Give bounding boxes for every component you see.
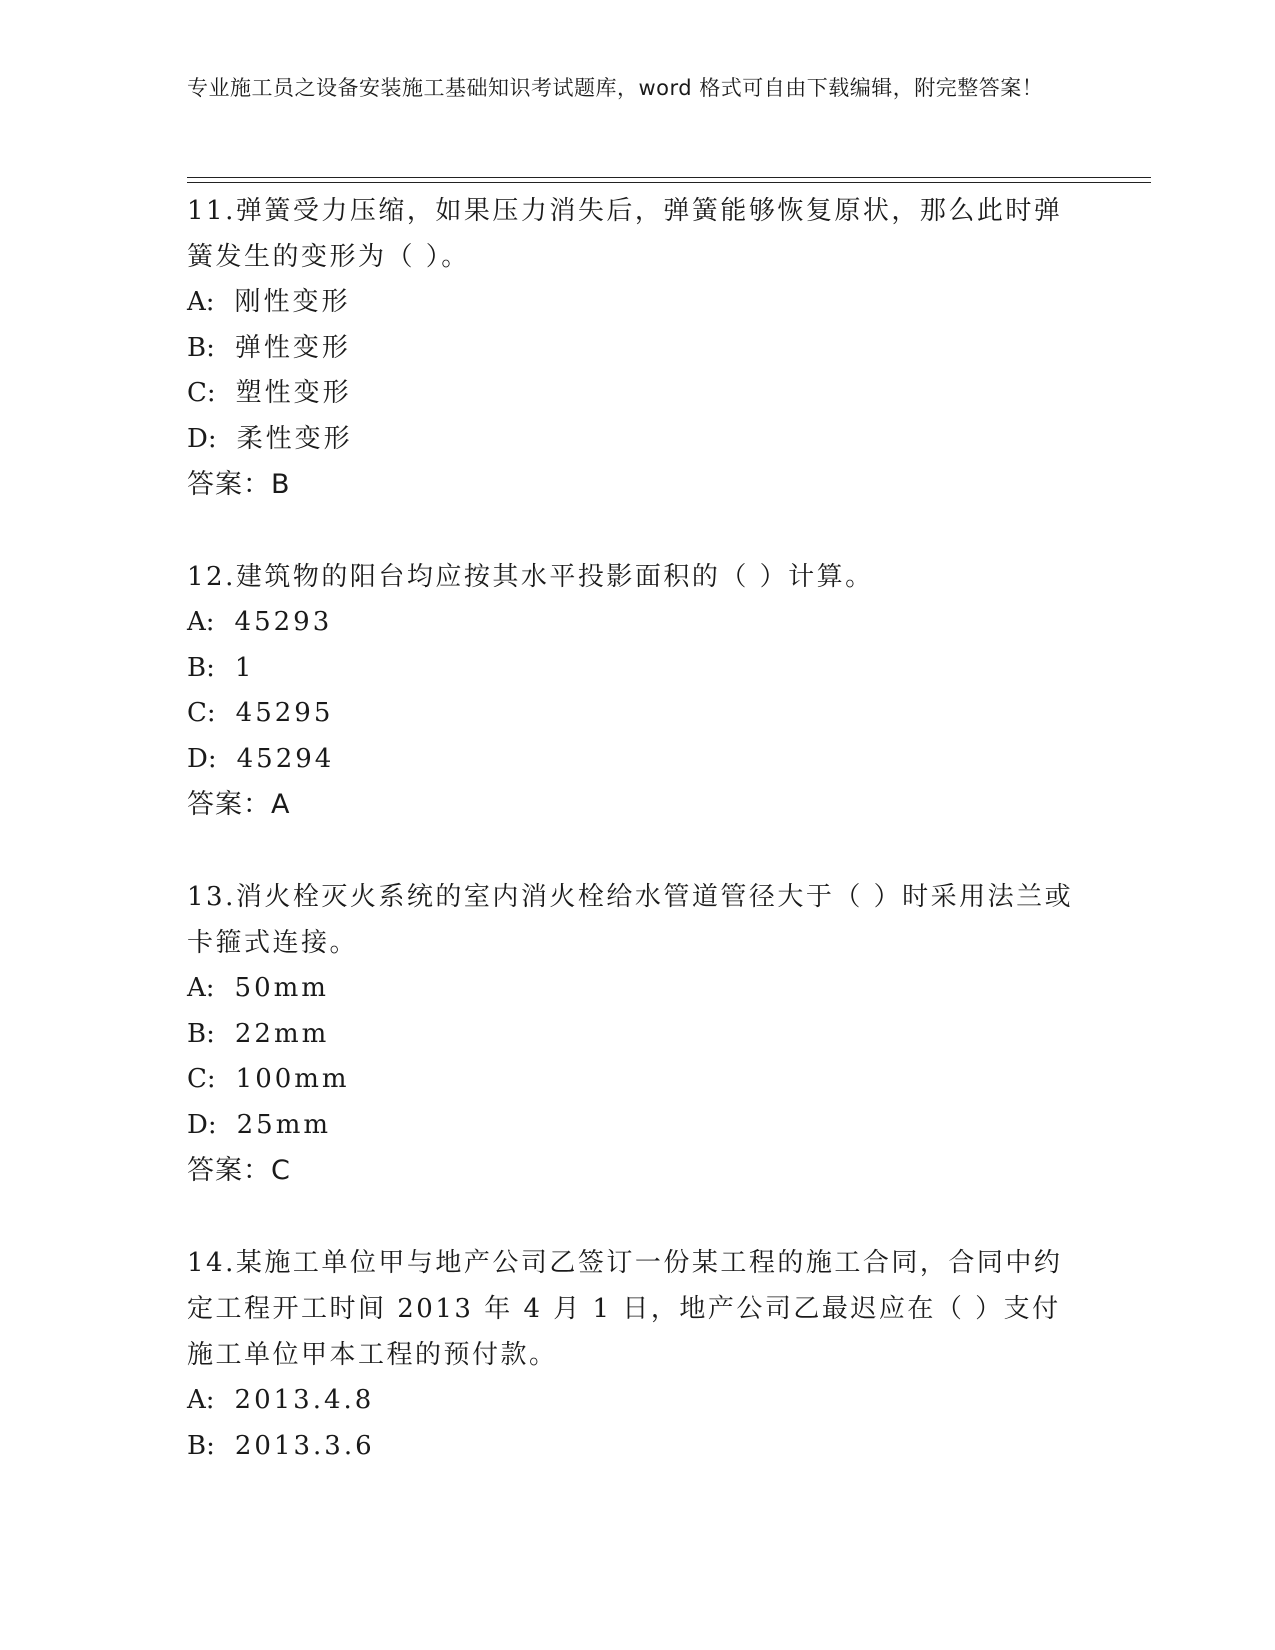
option-letter: D:: [187, 1109, 217, 1140]
option-a: [187, 600, 1087, 646]
option-letter: A:: [187, 607, 215, 637]
option-letter: D:: [187, 743, 217, 774]
option-value: 刚性变形: [234, 287, 351, 317]
question-text: 13.消火栓灭火系统的室内消火栓给水管道管径大于（ ）时采用法兰或卡箍式连接。: [187, 882, 1074, 958]
question-13: [187, 874, 1087, 1194]
option-c: [187, 371, 1087, 417]
option-b: [187, 1424, 1087, 1470]
answer-line: 答案：C: [187, 1155, 291, 1186]
question-text: 14.某施工单位甲与地产公司乙签订一份某工程的施工合同，合同中约定工程开工时间 2013 年 4 月 1 日，地产公司乙最迟应在（ ）支付施工单位甲本工程的预付款。: [187, 1248, 1063, 1370]
header-divider-top: [187, 177, 1151, 178]
header-divider-bottom: [187, 182, 1151, 183]
question-text: 11.弹簧受力压缩，如果压力消失后，弹簧能够恢复原状，那么此时弹簧发生的变形为（ ）。: [187, 196, 1063, 272]
option-b: [187, 646, 1087, 692]
question-list: [187, 188, 1087, 1469]
option-b: [187, 1012, 1087, 1058]
option-letter: A:: [187, 973, 215, 1003]
option-letter: A:: [187, 287, 215, 317]
option-value: 2013.3.6: [234, 1430, 375, 1461]
option-d: [187, 737, 1087, 783]
option-value: 塑性变形: [235, 378, 352, 408]
option-letter: C:: [187, 1064, 216, 1094]
option-value: 22mm: [234, 1018, 330, 1049]
question-12: [187, 554, 1087, 828]
option-value: 弹性变形: [234, 332, 351, 363]
option-letter: B:: [187, 332, 215, 363]
answer-line: 答案：A: [187, 789, 291, 820]
option-letter: B:: [187, 1430, 215, 1461]
option-value: 45295: [235, 698, 334, 728]
option-value: 45293: [234, 607, 333, 637]
option-value: 100mm: [235, 1064, 350, 1094]
option-value: 25mm: [236, 1109, 332, 1140]
option-a: [187, 1378, 1087, 1424]
option-letter: D:: [187, 423, 217, 454]
option-value: 柔性变形: [236, 423, 353, 454]
option-value: 1: [234, 652, 255, 683]
question-14: [187, 1240, 1087, 1469]
option-letter: C:: [187, 698, 216, 728]
question-11: [187, 188, 1087, 508]
option-c: [187, 1057, 1087, 1103]
option-letter: A:: [187, 1385, 215, 1415]
option-a: [187, 966, 1087, 1012]
option-value: 2013.4.8: [234, 1385, 375, 1415]
option-b: [187, 326, 1087, 372]
option-letter: B:: [187, 1018, 215, 1049]
document-header: 专业施工员之设备安装施工基础知识考试题库，word 格式可自由下载编辑，附完整答案！: [187, 76, 1044, 100]
option-a: [187, 280, 1087, 326]
option-d: [187, 417, 1087, 463]
option-value: 45294: [236, 743, 335, 774]
answer-line: 答案：B: [187, 469, 291, 500]
option-letter: B:: [187, 652, 215, 683]
option-d: [187, 1103, 1087, 1149]
option-value: 50mm: [234, 973, 329, 1003]
question-text: 12.建筑物的阳台均应按其水平投影面积的（ ）计算。: [187, 562, 874, 592]
option-c: [187, 691, 1087, 737]
option-letter: C:: [187, 378, 216, 408]
